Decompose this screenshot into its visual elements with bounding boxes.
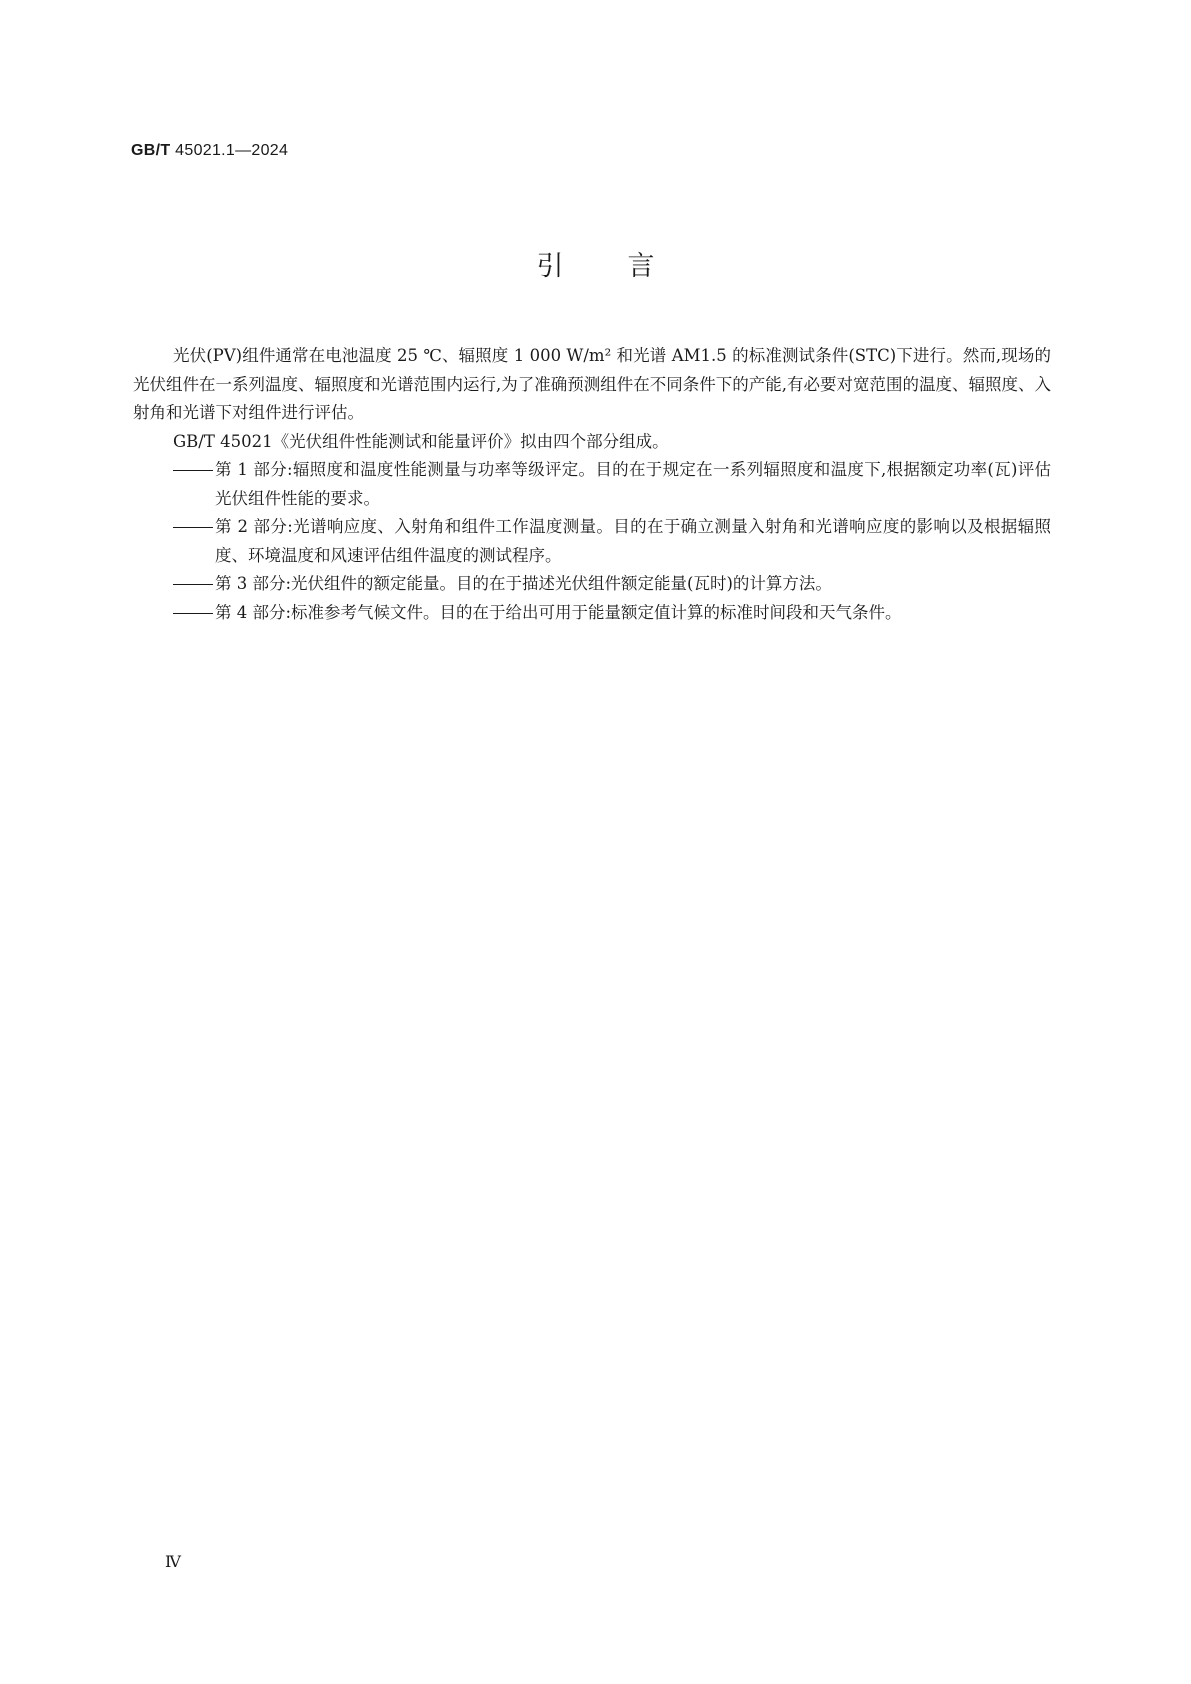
list-item	[133, 570, 1051, 599]
list-item	[133, 599, 1051, 628]
list-item-text: 第 4 部分:标准参考气候文件。目的在于给出可用于能量额定值计算的标准时间段和天气条件。	[215, 602, 902, 622]
list-item	[133, 513, 1051, 570]
list-item	[133, 456, 1051, 513]
standard-prefix: GB/T	[131, 142, 171, 159]
intro-paragraph-1: 光伏(PV)组件通常在电池温度 25 ℃、辐照度 1 000 W/m² 和光谱 AM1.5 的标准测试条件(STC)下进行。然而,现场的光伏组件在一系列温度、辐照度和光谱范围内运行,为了准确预测组件在不同条件下的产能,有必要对宽范围的温度、辐照度、入射角和光谱下对组件进行评估。	[133, 346, 1051, 422]
list-item-text: 第 3 部分:光伏组件的额定能量。目的在于描述光伏组件额定能量(瓦时)的计算方法。	[215, 574, 832, 593]
page-number: Ⅳ	[165, 1552, 181, 1571]
parts-list	[133, 456, 1051, 627]
page-title: 引言	[536, 251, 719, 282]
introduction-body	[133, 342, 1051, 627]
document-code-header	[131, 142, 288, 160]
list-item-text: 第 2 部分:光谱响应度、入射角和组件工作温度测量。目的在于确立测量入射角和光谱响应度的影响以及根据辐照度、环境温度和风速评估组件温度的测试程序。	[215, 517, 1051, 565]
standard-number: 45021.1—2024	[170, 142, 289, 159]
intro-paragraph-2: GB/T 45021《光伏组件性能测试和能量评价》拟由四个部分组成。	[173, 431, 669, 451]
list-item-text: 第 1 部分:辐照度和温度性能测量与功率等级评定。目的在于规定在一系列辐照度和温度下,根据额定功率(瓦)评估光伏组件性能的要求。	[215, 460, 1051, 508]
